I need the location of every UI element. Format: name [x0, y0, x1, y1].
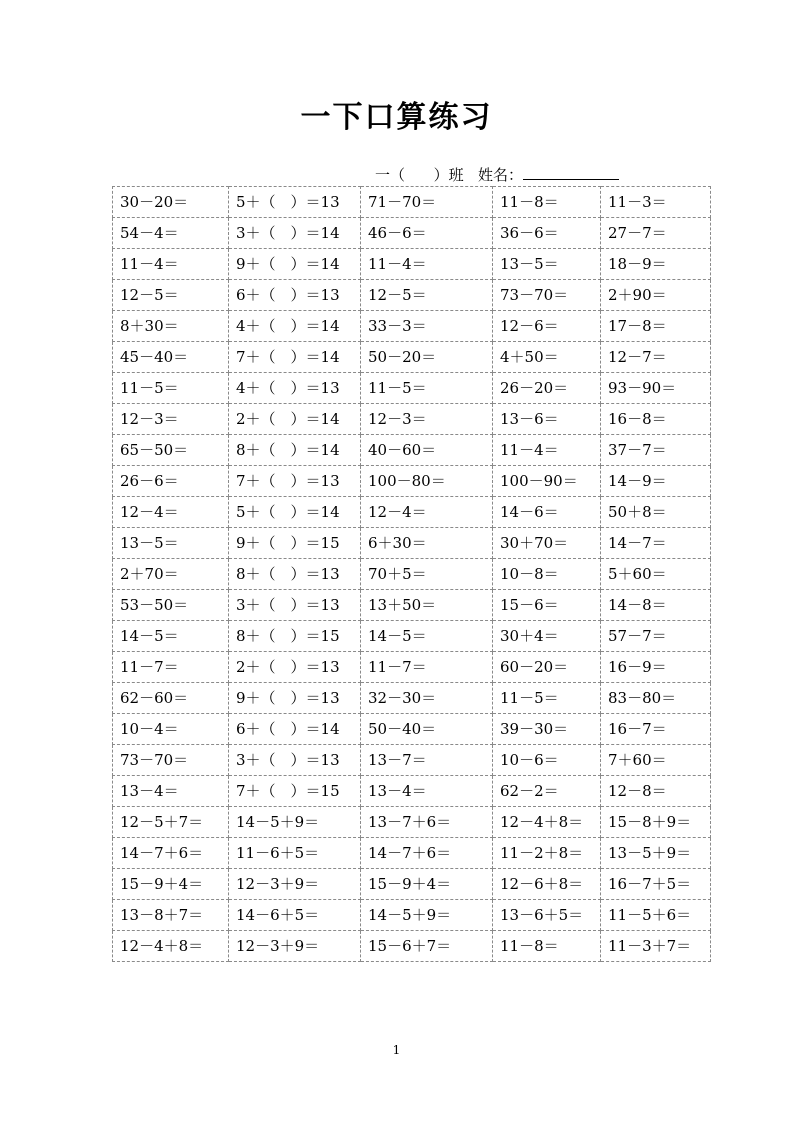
exercise-cell: 30＋4＝: [493, 621, 601, 652]
exercise-cell: 11－5＝: [361, 373, 493, 404]
exercise-cell: 10－8＝: [493, 559, 601, 590]
exercise-cell: 11－7＝: [361, 652, 493, 683]
exercise-cell: 5＋（ ）＝13: [229, 187, 361, 218]
exercise-cell: 12－4＝: [113, 497, 229, 528]
exercise-cell: 93－90＝: [601, 373, 711, 404]
table-row: [113, 869, 711, 900]
exercise-cell: 14－5＝: [361, 621, 493, 652]
exercise-cell: 11－5＝: [113, 373, 229, 404]
exercise-cell: 27－7＝: [601, 218, 711, 249]
exercise-cell: 10－4＝: [113, 714, 229, 745]
exercise-cell: 53－50＝: [113, 590, 229, 621]
exercise-cell: 14－7＋6＝: [113, 838, 229, 869]
class-suffix: ）班: [433, 166, 464, 184]
exercise-cell: 3＋（ ）＝13: [229, 590, 361, 621]
exercise-cell: 71－70＝: [361, 187, 493, 218]
exercise-cell: 9＋（ ）＝14: [229, 249, 361, 280]
exercise-cell: 7＋（ ）＝15: [229, 776, 361, 807]
exercise-cell: 12－3＋9＝: [229, 869, 361, 900]
exercise-cell: 6＋（ ）＝14: [229, 714, 361, 745]
exercise-cell: 54－4＝: [113, 218, 229, 249]
table-row: [113, 931, 711, 962]
table-row: [113, 838, 711, 869]
exercise-cell: 62－2＝: [493, 776, 601, 807]
table-row: [113, 249, 711, 280]
table-row: [113, 218, 711, 249]
exercise-cell: 13－6＋5＝: [493, 900, 601, 931]
exercise-cell: 15－6＋7＝: [361, 931, 493, 962]
table-row: [113, 187, 711, 218]
exercise-cell: 16－9＝: [601, 652, 711, 683]
exercise-cell: 70＋5＝: [361, 559, 493, 590]
exercise-cell: 14－7＝: [601, 528, 711, 559]
exercise-cell: 3＋（ ）＝14: [229, 218, 361, 249]
exercise-cell: 14－5＋9＝: [229, 807, 361, 838]
exercise-cell: 2＋（ ）＝14: [229, 404, 361, 435]
exercise-cell: 3＋（ ）＝13: [229, 745, 361, 776]
page-number: 1: [392, 1043, 401, 1057]
exercise-cell: 73－70＝: [113, 745, 229, 776]
table-row: [113, 342, 711, 373]
table-row: [113, 683, 711, 714]
table-row: [113, 745, 711, 776]
exercise-cell: 62－60＝: [113, 683, 229, 714]
exercise-cell: 15－6＝: [493, 590, 601, 621]
exercise-cell: 10－6＝: [493, 745, 601, 776]
exercise-cell: 13－6＝: [493, 404, 601, 435]
table-row: [113, 807, 711, 838]
table-row: [113, 373, 711, 404]
exercise-cell: 11－3＋7＝: [601, 931, 711, 962]
exercise-cell: 100－90＝: [493, 466, 601, 497]
exercise-cell: 4＋50＝: [493, 342, 601, 373]
exercise-cell: 45－40＝: [113, 342, 229, 373]
exercise-cell: 2＋70＝: [113, 559, 229, 590]
exercise-cell: 8＋（ ）＝15: [229, 621, 361, 652]
exercise-cell: 12－5＋7＝: [113, 807, 229, 838]
exercise-cell: 14－6＝: [493, 497, 601, 528]
exercise-cell: 37－7＝: [601, 435, 711, 466]
exercise-cell: 60－20＝: [493, 652, 601, 683]
exercise-cell: 11－4＝: [361, 249, 493, 280]
exercise-cell: 16－8＝: [601, 404, 711, 435]
exercise-cell: 12－3＝: [361, 404, 493, 435]
exercise-cell: 9＋（ ）＝13: [229, 683, 361, 714]
exercise-cell: 18－9＝: [601, 249, 711, 280]
exercise-cell: 12－6＋8＝: [493, 869, 601, 900]
exercise-table-body: [113, 187, 711, 962]
exercise-cell: 50＋8＝: [601, 497, 711, 528]
exercise-cell: 14－9＝: [601, 466, 711, 497]
table-row: [113, 714, 711, 745]
exercise-cell: 14－7＋6＝: [361, 838, 493, 869]
exercise-cell: 6＋30＝: [361, 528, 493, 559]
exercise-cell: 50－20＝: [361, 342, 493, 373]
exercise-cell: 13－4＝: [113, 776, 229, 807]
exercise-cell: 11－7＝: [113, 652, 229, 683]
exercise-cell: 12－4＝: [361, 497, 493, 528]
exercise-cell: 15－9＋4＝: [113, 869, 229, 900]
exercise-cell: 13－7＋6＝: [361, 807, 493, 838]
exercise-cell: 14－5＝: [113, 621, 229, 652]
exercise-cell: 4＋（ ）＝14: [229, 311, 361, 342]
exercise-cell: 11－8＝: [493, 187, 601, 218]
exercise-cell: 12－5＝: [113, 280, 229, 311]
table-row: [113, 590, 711, 621]
exercise-cell: 39－30＝: [493, 714, 601, 745]
exercise-cell: 5＋60＝: [601, 559, 711, 590]
exercise-cell: 2＋90＝: [601, 280, 711, 311]
exercise-cell: 13－4＝: [361, 776, 493, 807]
table-row: [113, 311, 711, 342]
table-row: [113, 466, 711, 497]
class-name-line: [375, 164, 619, 186]
exercise-cell: 11－5＝: [493, 683, 601, 714]
exercise-cell: 30－20＝: [113, 187, 229, 218]
exercise-cell: 12－8＝: [601, 776, 711, 807]
exercise-cell: 13－7＝: [361, 745, 493, 776]
exercise-cell: 12－7＝: [601, 342, 711, 373]
exercise-cell: 12－3＝: [113, 404, 229, 435]
exercise-cell: 14－5＋9＝: [361, 900, 493, 931]
exercise-cell: 17－8＝: [601, 311, 711, 342]
table-row: [113, 404, 711, 435]
exercise-cell: 13－5＝: [493, 249, 601, 280]
exercise-cell: 7＋（ ）＝13: [229, 466, 361, 497]
exercise-cell: 11－8＝: [493, 931, 601, 962]
table-row: [113, 497, 711, 528]
exercise-cell: 7＋（ ）＝14: [229, 342, 361, 373]
table-row: [113, 652, 711, 683]
exercise-cell: 9＋（ ）＝15: [229, 528, 361, 559]
exercise-cell: 50－40＝: [361, 714, 493, 745]
exercise-cell: 8＋（ ）＝13: [229, 559, 361, 590]
exercise-cell: 12－3＋9＝: [229, 931, 361, 962]
exercise-cell: 8＋30＝: [113, 311, 229, 342]
exercise-cell: 36－6＝: [493, 218, 601, 249]
exercise-cell: 4＋（ ）＝13: [229, 373, 361, 404]
exercise-cell: 16－7＝: [601, 714, 711, 745]
name-label: 姓名：: [477, 166, 523, 184]
exercise-cell: 57－7＝: [601, 621, 711, 652]
exercise-cell: 7＋60＝: [601, 745, 711, 776]
exercise-cell: 26－6＝: [113, 466, 229, 497]
exercise-cell: 14－8＝: [601, 590, 711, 621]
exercise-cell: 13＋50＝: [361, 590, 493, 621]
exercise-cell: 32－30＝: [361, 683, 493, 714]
exercise-cell: 12－4＋8＝: [113, 931, 229, 962]
table-row: [113, 559, 711, 590]
table-row: [113, 435, 711, 466]
exercise-cell: 13－5＋9＝: [601, 838, 711, 869]
name-blank: [523, 165, 619, 180]
exercise-cell: 12－4＋8＝: [493, 807, 601, 838]
exercise-cell: 13－5＝: [113, 528, 229, 559]
exercise-cell: 16－7＋5＝: [601, 869, 711, 900]
exercise-cell: 8＋（ ）＝14: [229, 435, 361, 466]
exercise-cell: 12－6＝: [493, 311, 601, 342]
exercise-cell: 83－80＝: [601, 683, 711, 714]
exercise-cell: 12－5＝: [361, 280, 493, 311]
exercise-cell: 11－5＋6＝: [601, 900, 711, 931]
exercise-cell: 11－2＋8＝: [493, 838, 601, 869]
exercise-cell: 46－6＝: [361, 218, 493, 249]
page-title: 一下口算练习: [300, 100, 493, 135]
exercise-cell: 40－60＝: [361, 435, 493, 466]
table-row: [113, 621, 711, 652]
exercise-cell: 11－6＋5＝: [229, 838, 361, 869]
exercise-cell: 11－4＝: [493, 435, 601, 466]
exercise-cell: 11－4＝: [113, 249, 229, 280]
table-row: [113, 528, 711, 559]
exercise-cell: 73－70＝: [493, 280, 601, 311]
class-prefix: 一（: [375, 166, 406, 184]
exercise-cell: 65－50＝: [113, 435, 229, 466]
table-row: [113, 776, 711, 807]
table-row: [113, 280, 711, 311]
exercise-cell: 26－20＝: [493, 373, 601, 404]
exercise-cell: 14－6＋5＝: [229, 900, 361, 931]
table-row: [113, 900, 711, 931]
exercise-cell: 15－8＋9＝: [601, 807, 711, 838]
exercise-cell: 5＋（ ）＝14: [229, 497, 361, 528]
exercise-table: [112, 186, 711, 962]
exercise-cell: 100－80＝: [361, 466, 493, 497]
exercise-cell: 33－3＝: [361, 311, 493, 342]
exercise-cell: 15－9＋4＝: [361, 869, 493, 900]
exercise-cell: 2＋（ ）＝13: [229, 652, 361, 683]
exercise-cell: 11－3＝: [601, 187, 711, 218]
exercise-cell: 13－8＋7＝: [113, 900, 229, 931]
exercise-cell: 6＋（ ）＝13: [229, 280, 361, 311]
exercise-cell: 30＋70＝: [493, 528, 601, 559]
